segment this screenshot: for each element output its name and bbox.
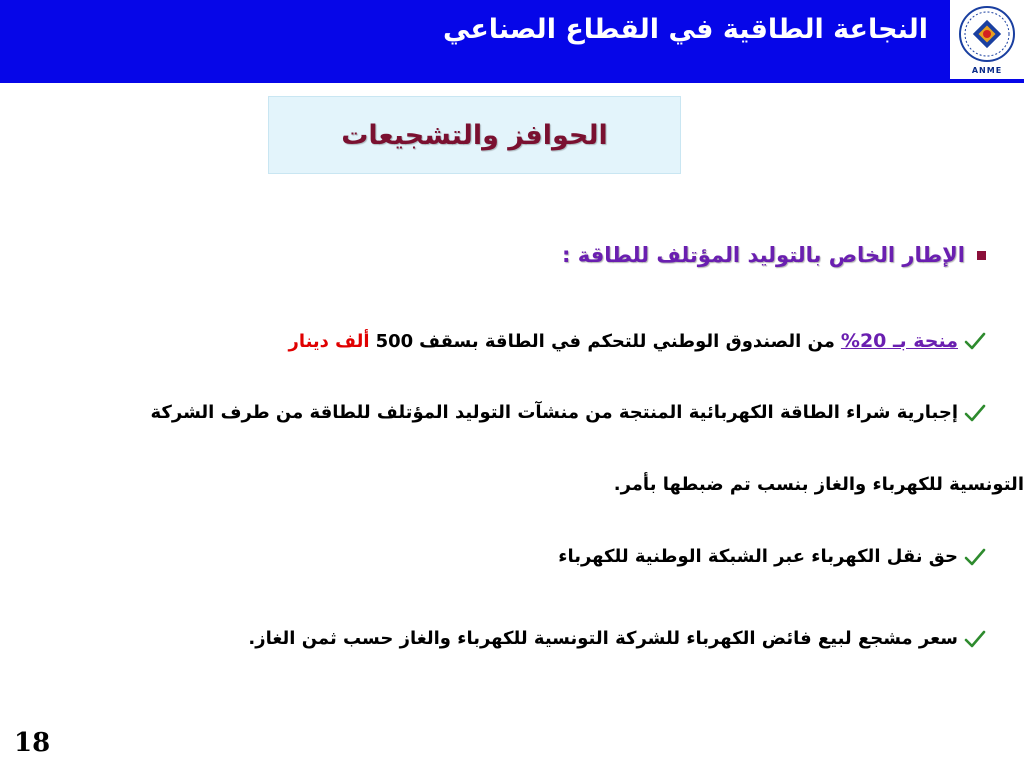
list-item-grant [288, 330, 986, 352]
list-item-purchase-obligation [151, 402, 987, 423]
surplus-price-text: سعر مشجع لبيع فائض الكهرباء للشركة التونسية للكهرباء والغاز حسب ثمن الغاز. [248, 628, 958, 649]
page-number: 18 [14, 728, 51, 758]
purchase-obligation-line1: إجبارية شراء الطاقة الكهربائية المنتجة من منشآت التوليد المؤتلف للطاقة من طرف الشركة [150, 402, 958, 423]
subtitle-box [268, 96, 681, 174]
list-item-transmission-right [558, 546, 986, 567]
section-heading-text: الإطار الخاص بالتوليد المؤتلف للطاقة : [562, 243, 965, 267]
purchase-obligation-line2: التونسية للكهرباء والغاز بنسب تم ضبطها بأمر. [613, 474, 1024, 495]
header-divider [0, 79, 1024, 83]
transmission-right-text: حق نقل الكهرباء عبر الشبكة الوطنية للكهرباء [558, 546, 958, 567]
square-bullet-icon [977, 251, 986, 260]
checkmark-icon [964, 629, 986, 649]
header-bar [0, 0, 948, 79]
checkmark-icon [964, 547, 986, 567]
list-item-purchase-obligation-continued [614, 474, 1024, 495]
page-title: النجاعة الطاقية في القطاع الصناعي [443, 14, 928, 45]
anme-logo [948, 0, 1024, 79]
grant-amount: 500 [375, 330, 414, 352]
anme-logo-icon [956, 4, 1018, 66]
grant-text: من الصندوق الوطني للتحكم في الطاقة بسقف [419, 330, 835, 352]
checkmark-icon [964, 331, 986, 351]
subtitle: الحوافز والتشجيعات [341, 119, 608, 151]
grant-unit: ألف دينار [288, 330, 370, 352]
list-item-surplus-price [248, 628, 986, 649]
checkmark-icon [964, 403, 986, 423]
section-heading [562, 243, 986, 267]
logo-caption: ANME [971, 66, 1003, 75]
grant-label: منحة بـ 20% [840, 330, 958, 352]
